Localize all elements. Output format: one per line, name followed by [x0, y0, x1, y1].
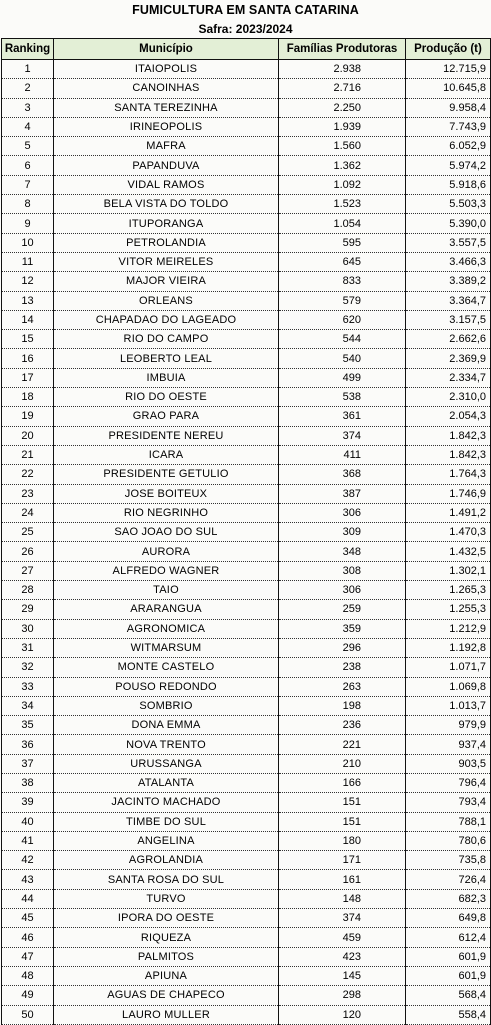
table-row	[2, 195, 491, 214]
table-row	[2, 79, 491, 98]
table-row	[2, 986, 491, 1005]
familias-cell: 296	[279, 638, 406, 657]
table-row	[2, 214, 491, 233]
familias-cell: 2.716	[279, 79, 406, 98]
producao-cell: 2.662,6	[406, 330, 491, 349]
producao-cell: 5.503,3	[406, 195, 491, 214]
producao-cell: 3.364,7	[406, 291, 491, 310]
municipio-cell: NOVA TRENTO	[54, 735, 279, 754]
table-row	[2, 581, 491, 600]
table-row	[2, 349, 491, 368]
familias-cell: 1.362	[279, 156, 406, 175]
ranking-cell: 45	[2, 909, 54, 928]
table-row	[2, 754, 491, 773]
table-row	[2, 696, 491, 715]
table-row	[2, 426, 491, 445]
municipio-cell: WITMARSUM	[54, 638, 279, 657]
ranking-cell: 28	[2, 581, 54, 600]
municipio-cell: JOSE BOITEUX	[54, 484, 279, 503]
producao-cell: 1.491,2	[406, 503, 491, 522]
ranking-cell: 22	[2, 465, 54, 484]
ranking-cell: 27	[2, 561, 54, 580]
familias-cell: 1.054	[279, 214, 406, 233]
producao-cell: 1.470,3	[406, 523, 491, 542]
ranking-cell: 42	[2, 851, 54, 870]
familias-cell: 348	[279, 542, 406, 561]
producao-cell: 3.157,5	[406, 310, 491, 329]
ranking-cell: 31	[2, 638, 54, 657]
table-row	[2, 966, 491, 985]
producao-cell: 568,4	[406, 986, 491, 1005]
familias-cell: 1.560	[279, 137, 406, 156]
ranking-cell: 38	[2, 773, 54, 792]
table-row	[2, 909, 491, 928]
municipio-cell: PAPANDUVA	[54, 156, 279, 175]
producao-cell: 1.842,3	[406, 426, 491, 445]
producao-cell: 7.743,9	[406, 117, 491, 136]
producao-cell: 682,3	[406, 889, 491, 908]
municipio-cell: PRESIDENTE NEREU	[54, 426, 279, 445]
municipio-cell: ATALANTA	[54, 773, 279, 792]
ranking-cell: 41	[2, 831, 54, 850]
municipio-cell: LAURO MULLER	[54, 1005, 279, 1024]
municipio-cell: ANGELINA	[54, 831, 279, 850]
table-row	[2, 175, 491, 194]
table-row	[2, 233, 491, 252]
table-row	[2, 523, 491, 542]
header-familias: Famílias Produtoras	[279, 39, 406, 60]
familias-cell: 198	[279, 696, 406, 715]
municipio-cell: RIQUEZA	[54, 928, 279, 947]
table-row	[2, 310, 491, 329]
table-row	[2, 793, 491, 812]
producao-cell: 1.432,5	[406, 542, 491, 561]
table-row	[2, 658, 491, 677]
producao-cell: 12.715,9	[406, 60, 491, 79]
municipio-cell: POUSO REDONDO	[54, 677, 279, 696]
ranking-cell: 32	[2, 658, 54, 677]
producao-cell: 10.645,8	[406, 79, 491, 98]
table-row	[2, 638, 491, 657]
producao-cell: 612,4	[406, 928, 491, 947]
familias-cell: 1.523	[279, 195, 406, 214]
familias-cell: 151	[279, 812, 406, 831]
municipio-cell: VITOR MEIRELES	[54, 252, 279, 271]
table-row	[2, 368, 491, 387]
familias-cell: 180	[279, 831, 406, 850]
ranking-cell: 36	[2, 735, 54, 754]
municipio-cell: APIUNA	[54, 966, 279, 985]
ranking-cell: 7	[2, 175, 54, 194]
familias-cell: 499	[279, 368, 406, 387]
familias-cell: 161	[279, 870, 406, 889]
ranking-cell: 21	[2, 445, 54, 464]
familias-cell: 387	[279, 484, 406, 503]
ranking-cell: 19	[2, 407, 54, 426]
familias-cell: 579	[279, 291, 406, 310]
ranking-cell: 37	[2, 754, 54, 773]
producao-cell: 2.054,3	[406, 407, 491, 426]
familias-cell: 540	[279, 349, 406, 368]
ranking-cell: 47	[2, 947, 54, 966]
ranking-cell: 30	[2, 619, 54, 638]
ranking-cell: 39	[2, 793, 54, 812]
producao-cell: 3.389,2	[406, 272, 491, 291]
municipio-cell: SOMBRIO	[54, 696, 279, 715]
ranking-cell: 8	[2, 195, 54, 214]
table-row	[2, 388, 491, 407]
sheet-title: FUMICULTURA EM SANTA CATARINA	[132, 3, 359, 17]
table-row	[2, 60, 491, 79]
producao-cell: 2.369,9	[406, 349, 491, 368]
municipio-cell: TURVO	[54, 889, 279, 908]
municipio-cell: ORLEANS	[54, 291, 279, 310]
ranking-cell: 34	[2, 696, 54, 715]
municipio-cell: TIMBE DO SUL	[54, 812, 279, 831]
municipio-cell: CANOINHAS	[54, 79, 279, 98]
ranking-cell: 50	[2, 1005, 54, 1024]
familias-cell: 148	[279, 889, 406, 908]
familias-cell: 374	[279, 909, 406, 928]
familias-cell: 459	[279, 928, 406, 947]
table-row	[2, 812, 491, 831]
municipio-cell: ITUPORANGA	[54, 214, 279, 233]
familias-cell: 538	[279, 388, 406, 407]
producao-cell: 937,4	[406, 735, 491, 754]
familias-cell: 210	[279, 754, 406, 773]
ranking-cell: 20	[2, 426, 54, 445]
producao-cell: 3.557,5	[406, 233, 491, 252]
producao-cell: 1.192,8	[406, 638, 491, 657]
municipio-cell: DONA EMMA	[54, 716, 279, 735]
familias-cell: 544	[279, 330, 406, 349]
ranking-cell: 46	[2, 928, 54, 947]
table-row	[2, 831, 491, 850]
municipio-cell: VIDAL RAMOS	[54, 175, 279, 194]
producao-cell: 979,9	[406, 716, 491, 735]
municipio-cell: BELA VISTA DO TOLDO	[54, 195, 279, 214]
municipio-cell: MAFRA	[54, 137, 279, 156]
table-row	[2, 542, 491, 561]
ranking-cell: 48	[2, 966, 54, 985]
familias-cell: 238	[279, 658, 406, 677]
producao-cell: 6.052,9	[406, 137, 491, 156]
municipio-cell: SANTA ROSA DO SUL	[54, 870, 279, 889]
familias-cell: 221	[279, 735, 406, 754]
ranking-cell: 25	[2, 523, 54, 542]
familias-cell: 1.939	[279, 117, 406, 136]
municipio-cell: TAIO	[54, 581, 279, 600]
ranking-cell: 9	[2, 214, 54, 233]
ranking-cell: 18	[2, 388, 54, 407]
familias-cell: 298	[279, 986, 406, 1005]
ranking-cell: 16	[2, 349, 54, 368]
familias-cell: 2.938	[279, 60, 406, 79]
ranking-cell: 26	[2, 542, 54, 561]
ranking-cell: 33	[2, 677, 54, 696]
municipio-cell: IMBUIA	[54, 368, 279, 387]
familias-cell: 359	[279, 619, 406, 638]
producao-cell: 601,9	[406, 966, 491, 985]
table-row	[2, 407, 491, 426]
table-row	[2, 735, 491, 754]
familias-cell: 259	[279, 600, 406, 619]
header-producao: Produção (t)	[406, 39, 491, 60]
ranking-cell: 10	[2, 233, 54, 252]
producao-cell: 735,8	[406, 851, 491, 870]
producao-cell: 1.746,9	[406, 484, 491, 503]
table-row	[2, 889, 491, 908]
ranking-cell: 40	[2, 812, 54, 831]
table-row	[2, 272, 491, 291]
table-row	[2, 252, 491, 271]
familias-cell: 151	[279, 793, 406, 812]
table-body	[2, 60, 491, 1025]
ranking-cell: 43	[2, 870, 54, 889]
producao-cell: 5.974,2	[406, 156, 491, 175]
municipio-cell: SAO JOAO DO SUL	[54, 523, 279, 542]
producao-cell: 1.013,7	[406, 696, 491, 715]
ranking-cell: 11	[2, 252, 54, 271]
table-row	[2, 465, 491, 484]
producao-cell: 5.390,0	[406, 214, 491, 233]
producao-cell: 903,5	[406, 754, 491, 773]
ranking-cell: 5	[2, 137, 54, 156]
header-municipio: Município	[54, 39, 279, 60]
municipio-cell: GRAO PARA	[54, 407, 279, 426]
ranking-cell: 2	[2, 79, 54, 98]
municipio-cell: RIO NEGRINHO	[54, 503, 279, 522]
producao-cell: 9.958,4	[406, 98, 491, 117]
municipio-cell: AURORA	[54, 542, 279, 561]
familias-cell: 1.092	[279, 175, 406, 194]
producao-cell: 1.764,3	[406, 465, 491, 484]
ranking-cell: 15	[2, 330, 54, 349]
municipio-cell: IRINEOPOLIS	[54, 117, 279, 136]
table-row	[2, 851, 491, 870]
table-row	[2, 773, 491, 792]
familias-cell: 411	[279, 445, 406, 464]
table-row	[2, 677, 491, 696]
municipio-cell: CHAPADAO DO LAGEADO	[54, 310, 279, 329]
table-row	[2, 600, 491, 619]
familias-cell: 595	[279, 233, 406, 252]
municipio-cell: LEOBERTO LEAL	[54, 349, 279, 368]
familias-cell: 2.250	[279, 98, 406, 117]
ranking-cell: 29	[2, 600, 54, 619]
familias-cell: 645	[279, 252, 406, 271]
table-row	[2, 445, 491, 464]
table-row	[2, 291, 491, 310]
familias-cell: 306	[279, 503, 406, 522]
ranking-cell: 24	[2, 503, 54, 522]
municipio-cell: MONTE CASTELO	[54, 658, 279, 677]
familias-cell: 236	[279, 716, 406, 735]
ranking-cell: 14	[2, 310, 54, 329]
municipio-cell: AGRONOMICA	[54, 619, 279, 638]
municipio-cell: RIO DO CAMPO	[54, 330, 279, 349]
ranking-cell: 23	[2, 484, 54, 503]
producao-cell: 780,6	[406, 831, 491, 850]
municipio-cell: MAJOR VIEIRA	[54, 272, 279, 291]
producao-cell: 3.466,3	[406, 252, 491, 271]
ranking-cell: 1	[2, 60, 54, 79]
ranking-cell: 17	[2, 368, 54, 387]
familias-cell: 374	[279, 426, 406, 445]
table-row	[2, 870, 491, 889]
producao-cell: 788,1	[406, 812, 491, 831]
municipio-cell: IPORA DO OESTE	[54, 909, 279, 928]
municipio-cell: JACINTO MACHADO	[54, 793, 279, 812]
familias-cell: 145	[279, 966, 406, 985]
municipio-cell: SANTA TEREZINHA	[54, 98, 279, 117]
ranking-cell: 4	[2, 117, 54, 136]
producao-cell: 1.071,7	[406, 658, 491, 677]
municipio-cell: ALFREDO WAGNER	[54, 561, 279, 580]
producao-cell: 1.302,1	[406, 561, 491, 580]
table-row	[2, 503, 491, 522]
table-row	[2, 619, 491, 638]
ranking-cell: 13	[2, 291, 54, 310]
producao-cell: 1.255,3	[406, 600, 491, 619]
table-row	[2, 484, 491, 503]
table-row	[2, 98, 491, 117]
ranking-cell: 44	[2, 889, 54, 908]
municipio-cell: ITAIOPOLIS	[54, 60, 279, 79]
producao-cell: 2.310,0	[406, 388, 491, 407]
municipio-cell: PALMITOS	[54, 947, 279, 966]
table-row	[2, 928, 491, 947]
municipio-cell: PRESIDENTE GETULIO	[54, 465, 279, 484]
table-row	[2, 1005, 491, 1024]
familias-cell: 361	[279, 407, 406, 426]
municipio-cell: ICARA	[54, 445, 279, 464]
familias-cell: 263	[279, 677, 406, 696]
producao-cell: 601,9	[406, 947, 491, 966]
ranking-cell: 49	[2, 986, 54, 1005]
municipio-cell: AGROLANDIA	[54, 851, 279, 870]
table-row	[2, 561, 491, 580]
ranking-cell: 6	[2, 156, 54, 175]
producao-cell: 558,4	[406, 1005, 491, 1024]
familias-cell: 833	[279, 272, 406, 291]
producao-cell: 1.069,8	[406, 677, 491, 696]
familias-cell: 368	[279, 465, 406, 484]
municipio-cell: URUSSANGA	[54, 754, 279, 773]
producao-cell: 1.842,3	[406, 445, 491, 464]
municipio-cell: ARARANGUA	[54, 600, 279, 619]
producao-cell: 1.212,9	[406, 619, 491, 638]
table-row	[2, 156, 491, 175]
familias-cell: 120	[279, 1005, 406, 1024]
ranking-table	[1, 38, 491, 1025]
familias-cell: 171	[279, 851, 406, 870]
familias-cell: 306	[279, 581, 406, 600]
producao-cell: 726,4	[406, 870, 491, 889]
municipio-cell: PETROLANDIA	[54, 233, 279, 252]
header-row	[2, 39, 491, 60]
table-row	[2, 716, 491, 735]
producao-cell: 796,4	[406, 773, 491, 792]
table-row	[2, 137, 491, 156]
table-row	[2, 117, 491, 136]
producao-cell: 1.265,3	[406, 581, 491, 600]
producao-cell: 649,8	[406, 909, 491, 928]
ranking-cell: 12	[2, 272, 54, 291]
familias-cell: 423	[279, 947, 406, 966]
header-ranking: Ranking	[2, 39, 54, 60]
table-row	[2, 947, 491, 966]
familias-cell: 308	[279, 561, 406, 580]
table-row	[2, 330, 491, 349]
municipio-cell: RIO DO OESTE	[54, 388, 279, 407]
producao-cell: 5.918,6	[406, 175, 491, 194]
producao-cell: 2.334,7	[406, 368, 491, 387]
ranking-cell: 35	[2, 716, 54, 735]
sheet-subtitle: Safra: 2023/2024	[198, 22, 293, 36]
municipio-cell: AGUAS DE CHAPECO	[54, 986, 279, 1005]
familias-cell: 166	[279, 773, 406, 792]
ranking-cell: 3	[2, 98, 54, 117]
familias-cell: 309	[279, 523, 406, 542]
familias-cell: 620	[279, 310, 406, 329]
producao-cell: 793,4	[406, 793, 491, 812]
